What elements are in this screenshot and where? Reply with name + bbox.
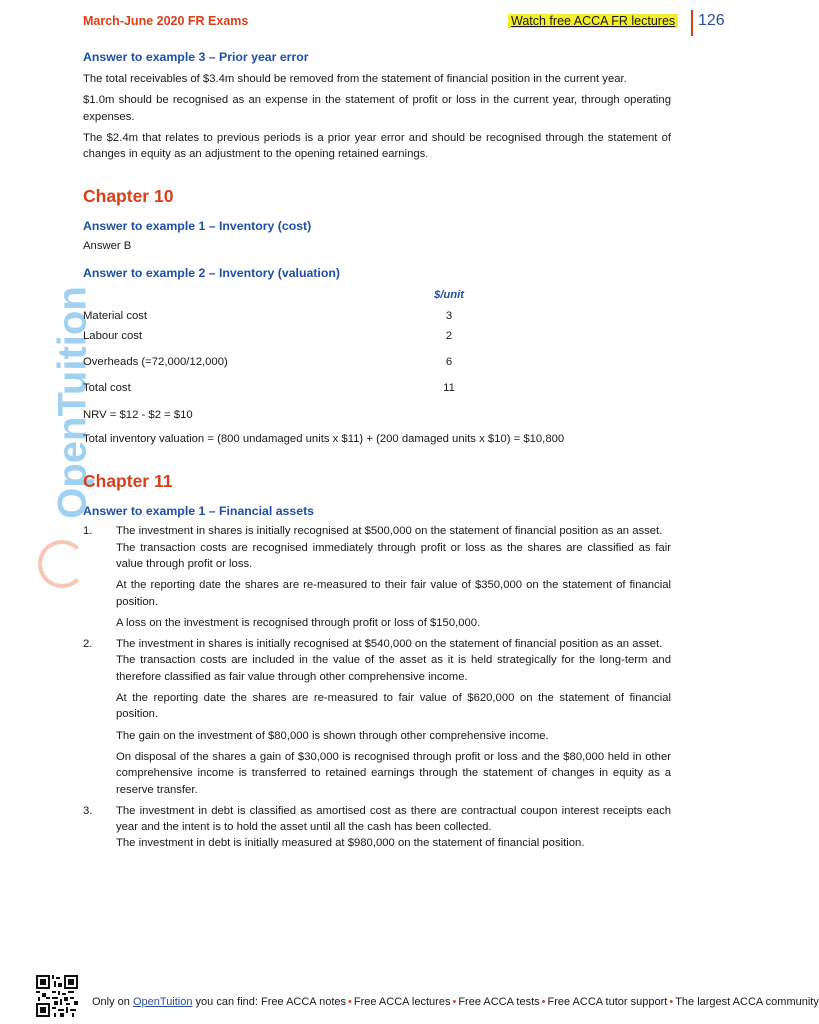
watermark-text: OpenTuition bbox=[50, 286, 95, 519]
inventory-cost-table bbox=[83, 288, 510, 399]
row-label: Labour cost bbox=[83, 330, 143, 343]
footer-brand-link[interactable]: OpenTuition bbox=[132, 996, 193, 1008]
list-item-paragraph: The gain on the investment of $80,000 is shown through other comprehensive income. bbox=[116, 729, 549, 742]
table-row bbox=[83, 307, 510, 327]
ex3-heading: Answer to example 3 – Prior year error bbox=[83, 50, 309, 64]
header-title: March-June 2020 FR Exams bbox=[83, 14, 249, 28]
footer-middle: you can find: bbox=[192, 996, 261, 1008]
watermark-logo-ring bbox=[38, 540, 86, 588]
footer-separator: • bbox=[541, 996, 546, 1008]
list-item-paragraph: The investment in debt is classified as amortised cost as there are contractual coupon interest receipts each year and the intent is to hold the asset until all the cash has been collected. bbox=[116, 804, 671, 834]
chapter-10-title: Chapter 10 bbox=[83, 186, 174, 207]
page-content bbox=[83, 50, 671, 852]
footer-separator: • bbox=[669, 996, 674, 1008]
qr-code-icon[interactable] bbox=[36, 975, 78, 1017]
list-item-paragraph: The investment in debt is initially measured at $980,000 on the statement of financial position. bbox=[116, 837, 585, 850]
footer-item: Free ACCA lectures bbox=[353, 996, 451, 1008]
list-item-number: 1. bbox=[83, 525, 93, 538]
list-item-paragraph: A loss on the investment is recognised through profit or loss of $150,000. bbox=[116, 616, 481, 629]
list-item bbox=[83, 523, 671, 631]
footer-item: Free ACCA tests bbox=[458, 996, 540, 1008]
row-value: 6 bbox=[445, 356, 453, 369]
row-value: 2 bbox=[445, 330, 453, 343]
row-label: Overheads (=72,000/12,000) bbox=[83, 356, 228, 369]
ch10-ex1-heading: Answer to example 1 – Inventory (cost) bbox=[83, 219, 312, 234]
list-item-paragraph: The investment in shares is initially recognised at $540,000 on the statement of financial position as an asset. bbox=[116, 638, 663, 651]
table-header-row bbox=[83, 288, 510, 307]
list-item bbox=[83, 636, 671, 798]
page-number: 126 bbox=[698, 12, 725, 29]
ex3-paragraph-1: The total receivables of $3.4m should be removed from the statement of financial position in the current year. bbox=[83, 73, 627, 85]
ex3-paragraph-3: The $2.4m that relates to previous periods is a prior year error and should be recognised through the statement of changes in equity as an adjustment to the opening retained earnings. bbox=[83, 131, 671, 161]
list-item-paragraph: The investment in shares is initially recognised at $500,000 on the statement of financial position as an asset. bbox=[116, 525, 663, 538]
footer-item: Free ACCA tutor support bbox=[547, 996, 668, 1008]
footer-separator: • bbox=[348, 996, 352, 1008]
ch11-ex1-heading: Answer to example 1 – Financial assets bbox=[83, 504, 315, 519]
footer-item: Free ACCA notes bbox=[261, 996, 346, 1008]
ch10-ex2-heading: Answer to example 2 – Inventory (valuation) bbox=[83, 265, 340, 280]
row-value: 11 bbox=[443, 382, 455, 395]
footer-item: The largest ACCA community bbox=[675, 996, 819, 1008]
list-item-paragraph: The transaction costs are recognised immediately through profit or loss as the shares are classified as fair value through profit or loss. bbox=[116, 541, 671, 570]
footer-separator: • bbox=[452, 996, 457, 1008]
table-row bbox=[83, 327, 510, 347]
table-row bbox=[83, 347, 510, 379]
nrv-calculation: NRV = $12 - $2 = $10 bbox=[83, 408, 193, 421]
financial-assets-answers bbox=[83, 523, 671, 851]
footer bbox=[92, 996, 819, 1008]
header-divider bbox=[691, 10, 693, 36]
list-item bbox=[83, 803, 671, 852]
list-item-paragraph: On disposal of the shares a gain of $30,000 is recognised through profit or loss and the $80,000 held in other comprehensive income is transferred to retained earnings through the statement of changes in equity as a reserve transfer. bbox=[116, 750, 671, 796]
unit-column-header: $/unit bbox=[433, 288, 465, 301]
list-item-number: 2. bbox=[83, 638, 93, 651]
row-label: Total cost bbox=[83, 382, 131, 395]
chapter-11-title: Chapter 11 bbox=[83, 471, 173, 492]
list-item-number: 3. bbox=[83, 804, 93, 817]
ch10-ex1-answer: Answer B bbox=[83, 240, 132, 253]
row-label: Material cost bbox=[83, 310, 148, 323]
list-item-paragraph: The transaction costs are included in the value of the asset as it is held strategically for the long-term and therefore classified as fair value through other comprehensive income. bbox=[116, 654, 671, 683]
list-item-paragraph: At the reporting date the shares are re-measured to their fair value of $350,000 on the statement of financial position. bbox=[116, 579, 671, 608]
list-item-paragraph: At the reporting date the shares are re-measured to fair value of $620,000 on the statement of financial position. bbox=[116, 692, 671, 721]
row-value: 3 bbox=[445, 310, 453, 323]
total-inventory-valuation: Total inventory valuation = (800 undamaged units x $11) + (200 damaged units x $10) = $10,800 bbox=[83, 433, 565, 446]
table-row bbox=[83, 379, 510, 399]
ex3-paragraph-2: $1.0m should be recognised as an expense in the statement of profit or loss in the current year, through operating expenses. bbox=[83, 94, 671, 123]
header-lectures-link[interactable]: Watch free ACCA FR lectures bbox=[508, 14, 678, 28]
footer-prefix: Only on bbox=[92, 996, 133, 1008]
